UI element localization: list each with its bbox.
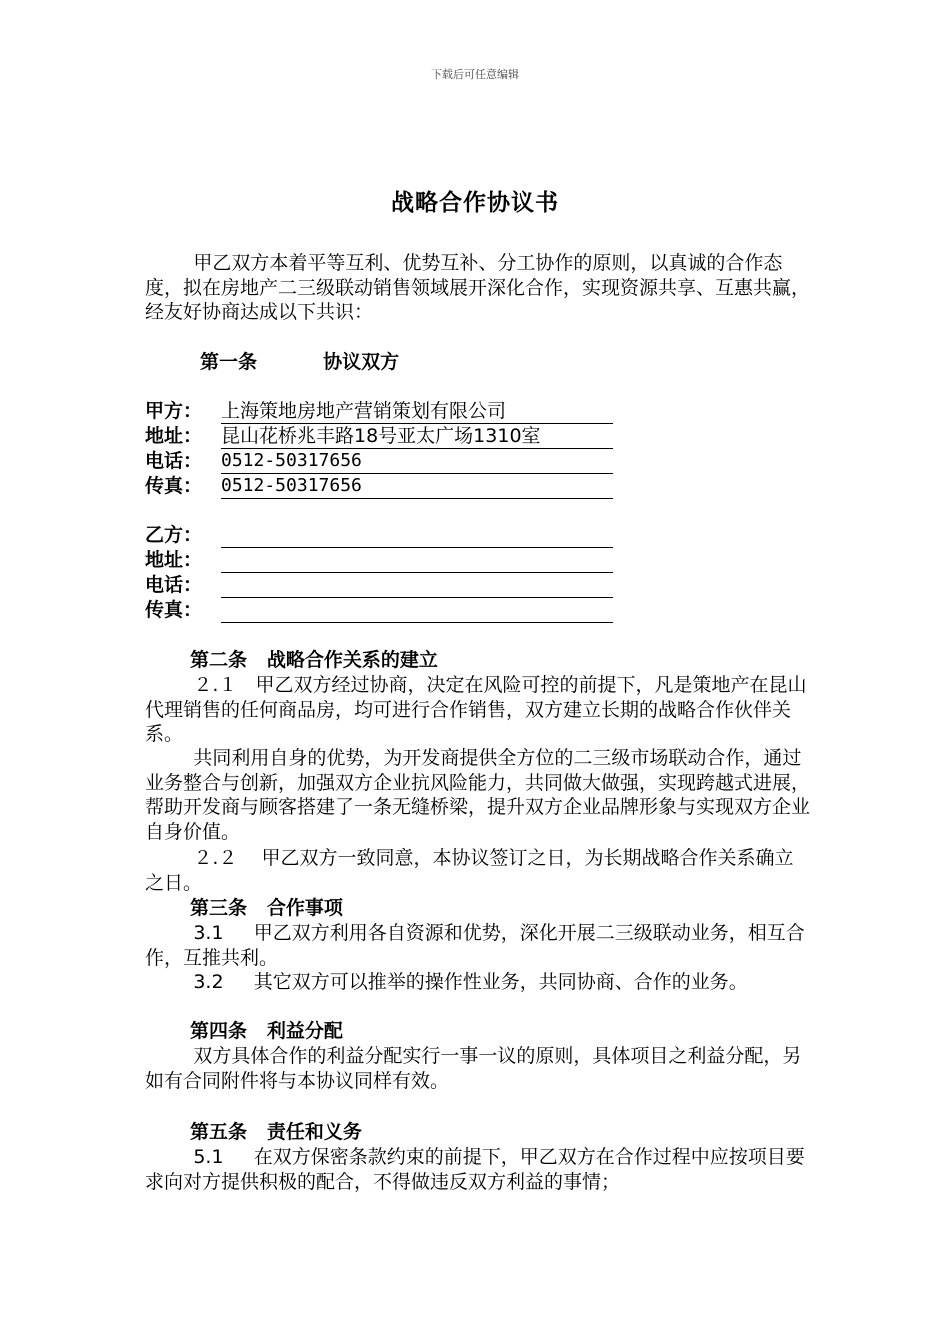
article-2-heading: 第二条 战略合作关系的建立 <box>190 649 438 671</box>
article-5-clause-1: 5.1 在双方保密条款约束的前提下，甲乙双方在合作过程中应按项目要求向对方提供积极的配合，不得做违反双方利益的事情； <box>145 1146 805 1193</box>
article-4-paragraph: 双方具体合作的利益分配实行一事一议的原则，具体项目之利益分配，另如有合同附件将与本协议同样有效。 <box>145 1045 802 1092</box>
party-b-phone-label: 电话： <box>145 574 203 596</box>
party-a-fax-field[interactable]: 0512-50317656 <box>221 474 613 499</box>
party-b-label: 乙方： <box>145 524 203 546</box>
intro-paragraph: 甲乙双方本着平等互利、优势互补、分工协作的原则，以真诚的合作态度，拟在房地产二三级联动销售领域展开深化合作，实现资源共享、互惠共赢，经友好协商达成以下共识： <box>145 252 811 323</box>
party-a-label: 甲方： <box>145 400 203 422</box>
article-5-heading: 第五条 责任和义务 <box>190 1121 362 1143</box>
article-4-heading: 第四条 利益分配 <box>190 1020 343 1042</box>
party-a-fax-label: 传真： <box>145 475 203 497</box>
party-b-fax-label: 传真： <box>145 599 203 621</box>
party-a-name-field[interactable]: 上海策地房地产营销策划有限公司 <box>221 399 613 424</box>
party-a-address-field[interactable]: 昆山花桥兆丰路18号亚太广场1310室 <box>221 424 613 449</box>
party-b-fax-field[interactable] <box>221 598 613 623</box>
document-title: 战略合作协议书 <box>391 190 559 216</box>
article-3-clause-2: 3.2 其它双方可以推举的操作性业务，共同协商、合作的业务。 <box>145 971 748 993</box>
party-b-address-label: 地址： <box>145 549 203 571</box>
article-2-clause-2: ２.２ 甲乙双方一致同意，本协议签订之日，为长期战略合作关系确立之日。 <box>145 847 794 894</box>
article-3-heading: 第三条 合作事项 <box>190 897 343 919</box>
article-2-paragraph-2: 共同利用自身的优势，为开发商提供全方位的二三级市场联动合作，通过业务整合与创新，加强双方企业抗风险能力，共同做大做强，实现跨越式进展，帮助开发商与顾客搭建了一条无缝桥梁，提升双方企业品牌形象与实现双方企业自身价值。 <box>145 747 811 843</box>
page-header-note: 下载后可任意编辑 <box>431 68 519 81</box>
article-3-clause-1: 3.1 甲乙双方利用各自资源和优势，深化开展二三级联动业务，相互合作，互推共利。 <box>145 922 805 969</box>
party-b-name-field[interactable] <box>221 523 613 548</box>
party-b-address-field[interactable] <box>221 548 613 573</box>
party-a-address-label: 地址： <box>145 425 203 447</box>
article-2-clause-1: ２.１ 甲乙双方经过协商，决定在风险可控的前提下，凡是策地产在昆山代理销售的任何商品房，均可进行合作销售，双方建立长期的战略合作伙伴关系。 <box>145 674 807 745</box>
article-1-heading: 第一条 协议双方 <box>200 351 400 373</box>
party-a-phone-field[interactable]: 0512-50317656 <box>221 449 613 474</box>
party-a-phone-label: 电话： <box>145 450 203 472</box>
party-b-phone-field[interactable] <box>221 573 613 598</box>
